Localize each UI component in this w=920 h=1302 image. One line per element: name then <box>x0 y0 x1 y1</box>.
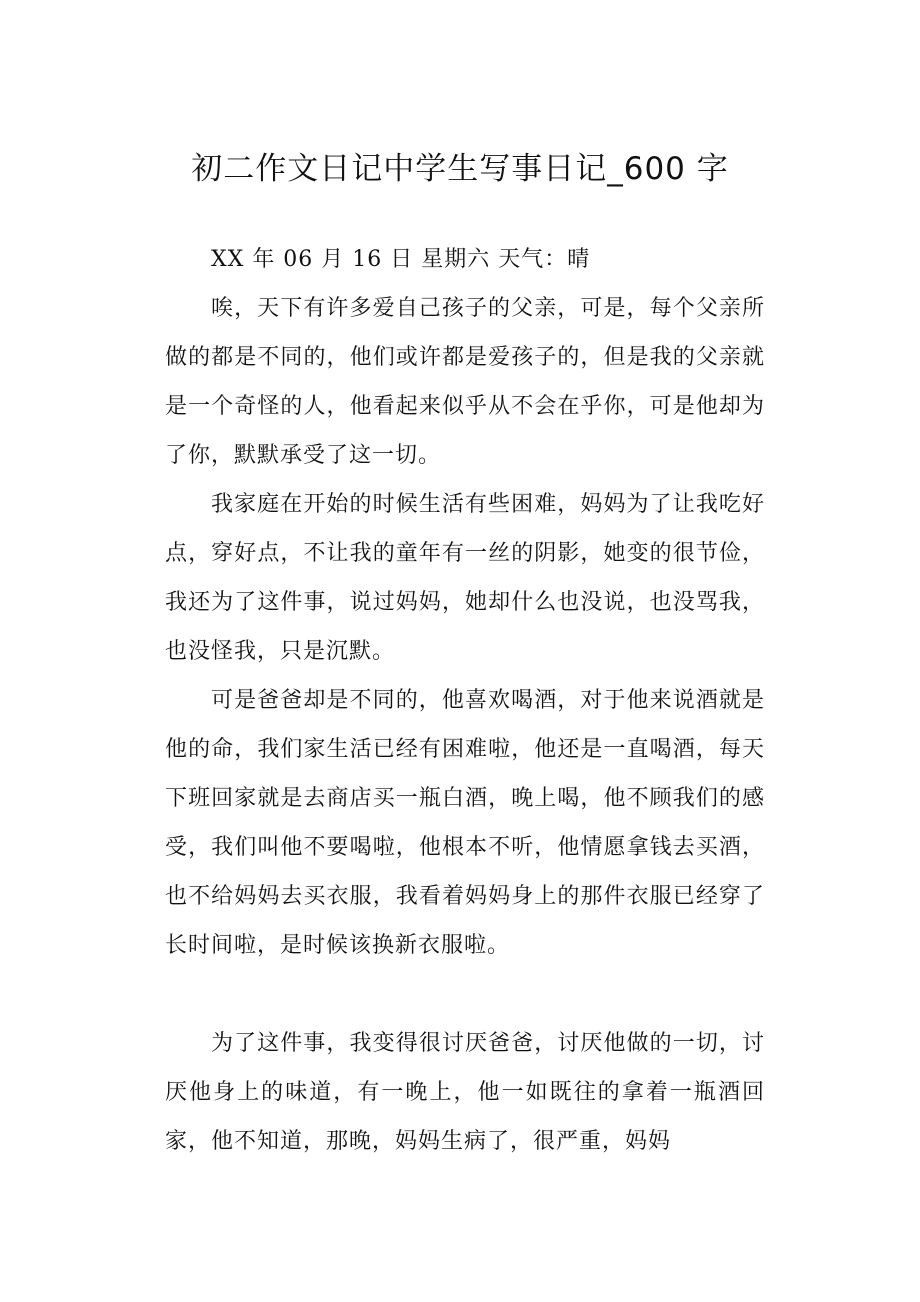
paragraph-4: 为了这件事，我变得很讨厌爸爸，讨厌他做的一切，讨厌他身上的味道，有一晚上，他一如既往的拿着一瓶酒回家，他不知道，那晚，妈妈生病了，很严重，妈妈 <box>165 1031 765 1154</box>
paragraph-1: 唉，天下有许多爱自己孩子的父亲，可是，每个父亲所做的都是不同的，他们或许都是爱孩子的，但是我的父亲就是一个奇怪的人，他看起来似乎从不会在乎你，可是他却为了你，默默承受了这一切。 <box>165 296 765 468</box>
document-body <box>165 235 765 1166</box>
paragraph-3: 可是爸爸却是不同的，他喜欢喝酒，对于他来说酒就是他的命，我们家生活已经有困难啦，他还是一直喝酒，每天下班回家就是去商店买一瓶白酒，晚上喝，他不顾我们的感受，我们叫他不要喝啦，他根本不听，他情愿拿钱去买酒，也不给妈妈去买衣服，我看着妈妈身上的那件衣服已经穿了长时间啦，是时候该换新衣服啦。 <box>165 688 765 958</box>
diary-date-line: XX 年 06 月 16 日 星期六 天气：晴 <box>211 247 591 272</box>
paragraph-2: 我家庭在开始的时候生活有些困难，妈妈为了让我吃好点，穿好点，不让我的童年有一丝的阴影，她变的很节俭，我还为了这件事，说过妈妈，她却什么也没说，也没骂我，也没怪我，只是沉默。 <box>165 492 765 664</box>
document-title: 初二作文日记中学生写事日记_600 字 <box>191 150 729 187</box>
paragraph-gap <box>165 970 765 1019</box>
